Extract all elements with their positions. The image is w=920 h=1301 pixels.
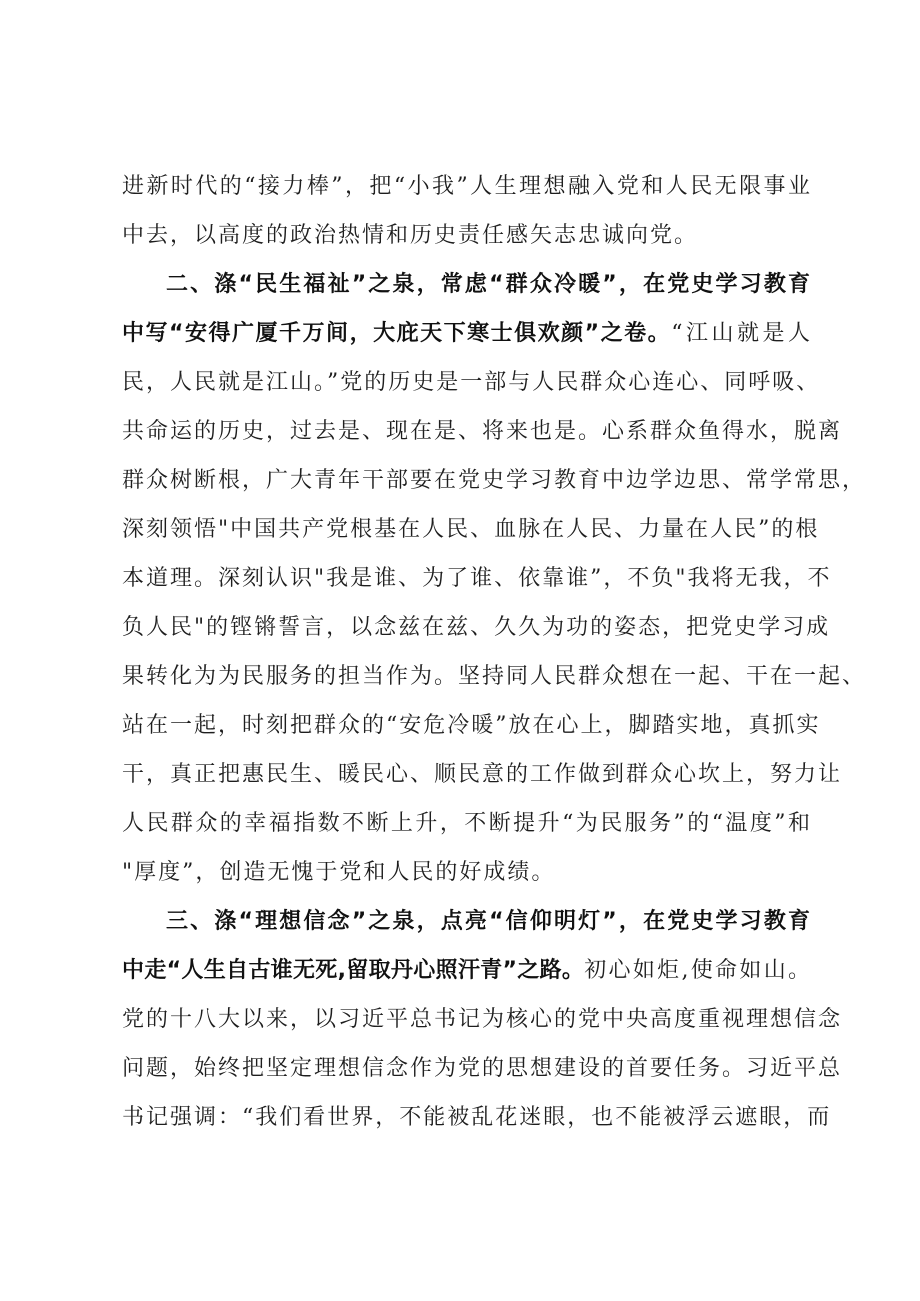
text-line: [0, 357, 920, 409]
heading-continuation: [122, 945, 812, 997]
text-line: [0, 700, 920, 752]
section-heading-3-bold: 中走“人生自古谁无死,留取丹心照汗青”之路。: [122, 958, 585, 983]
paragraph-text: "厚度”，创造无愧于党和人民的好成绩。: [122, 860, 556, 885]
section-heading-line: [0, 896, 920, 948]
text-line: [0, 161, 920, 213]
text-line: [0, 406, 920, 458]
section-heading-2: 二、涤“民生福祉”之泉，常虑“群众冷暖”，在党史学习教育: [166, 272, 812, 297]
paragraph-text: 共命运的历史，过去是、现在是、将来也是。心系群众鱼得水，脱离: [122, 419, 843, 444]
paragraph-text: 中去，以高度的政治热情和历史责任感矢志忠诚向党。: [122, 223, 699, 248]
text-line: [0, 602, 920, 654]
text-line: [0, 651, 920, 703]
paragraph-text: 干，真正把惠民生、暖民心、顺民意的工作做到群众心坎上，努力让: [122, 762, 843, 787]
paragraph-text: “江山就是人: [671, 321, 813, 346]
text-line: [0, 553, 920, 605]
text-line: [0, 847, 920, 899]
paragraph-text: 群众树断根，广大青年干部要在党史学习教育中边学边思、常学常思，: [122, 468, 867, 493]
section-heading-3: 三、涤“理想信念”之泉，点亮“信仰明灯”，在党史学习教育: [166, 909, 812, 934]
paragraph-text: 深刻领悟"中国共产党根基在人民、血脉在人民、力量在人民”的根: [122, 517, 820, 542]
text-line: [0, 1043, 920, 1095]
heading-continuation: [122, 308, 812, 360]
text-line: [0, 798, 920, 850]
paragraph-text: 问题，始终把坚定理想信念作为党的思想建设的首要任务。习近平总: [122, 1056, 843, 1081]
text-line: [0, 1092, 920, 1144]
text-line: [0, 455, 920, 507]
text-line: [0, 504, 920, 556]
paragraph-text: 人民群众的幸福指数不断上升，不断提升“为民服务”的“温度”和: [122, 811, 812, 836]
section-heading-line: [0, 945, 920, 997]
text-line: [0, 994, 920, 1046]
paragraph-text: 初心如炬,使命如山。: [584, 958, 813, 983]
section-heading-line: [0, 259, 920, 311]
paragraph-text: 进新时代的“接力棒”，把“小我”人生理想融入党和人民无限事业: [122, 174, 812, 199]
section-heading-line: [0, 308, 920, 360]
text-line: [0, 749, 920, 801]
paragraph-text: 民，人民就是江山。”党的历史是一部与人民群众心连心、同呼吸、: [122, 370, 821, 395]
paragraph-text: 本道理。深刻认识"我是谁、为了谁、依靠谁”，不负"我将无我，不: [122, 566, 832, 591]
paragraph-text: 负人民"的铿锵誓言，以念兹在兹、久久为功的姿态，把党史学习成: [122, 615, 831, 640]
paragraph-text: 书记强调：“我们看世界，不能被乱花迷眼，也不能被浮云遮眼，而: [122, 1105, 832, 1130]
text-line: [0, 210, 920, 262]
paragraph-text: 果转化为为民服务的担当作为。坚持同人民群众想在一起、干在一起、: [122, 664, 867, 689]
paragraph-text: 站在一起，时刻把群众的“安危冷暖”放在心上，脚踏实地，真抓实: [122, 713, 821, 738]
section-heading-2-bold: 中写“安得广厦千万间，大庇天下寒士俱欢颜”之卷。: [122, 321, 672, 346]
paragraph-text: 党的十八大以来，以习近平总书记为核心的党中央高度重视理想信念: [122, 1007, 843, 1032]
